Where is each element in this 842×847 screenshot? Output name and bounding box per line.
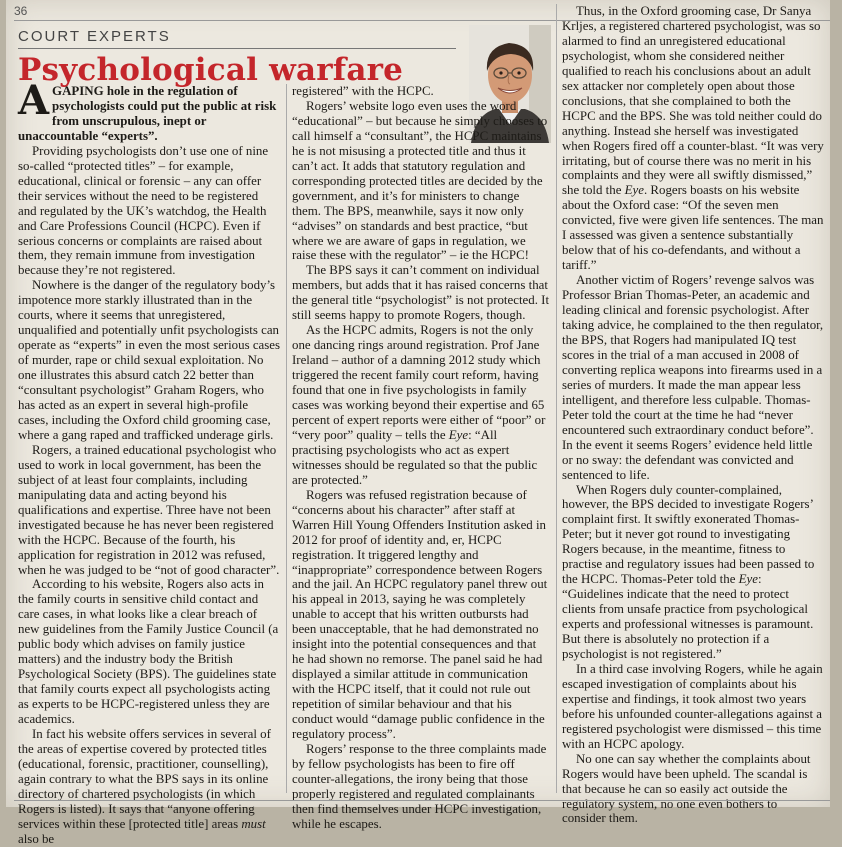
kicker-rule [18, 48, 456, 49]
paragraph-text: As the HCPC admits, Rogers is not the only one dancing rings around registration. Prof Jane Ireland – author of a damning 2012 study which triggered the recent family court reform, having found that one in five psychologists in family cases was working beyond their expertise and 65 percent of expert reports were either of “poor” or “very poor” quality – tells the [292, 323, 546, 442]
magazine-page [6, 0, 830, 846]
paragraph-text: When Rogers duly counter-complained, however, the BPS decided to investigate Rogers’ complaint first. It swiftly exonerated Thomas-Peter; but it never got round to investigating Rogers because, in the meantime, fitness to practise and regulatory issues had been passed to the HCPC. Thomas-Peter told the [562, 482, 815, 587]
wrap-beside-photo [292, 84, 550, 99]
headline: Psychological warfare [18, 52, 404, 88]
paragraph: Providing psychologists don’t use one of nine so-called “protected titles” – for example, educational, clinical or forensic – any can offer their services without the need to be registered and regulated by the UK’s watchdog, the Health and Care Professions Council (HCPC). Even if serious concerns or complaints are raised about them, they remain immune from investigation because they’re not registered. [18, 143, 269, 278]
drop-cap: A [18, 77, 50, 124]
section-kicker: COURT EXPERTS [18, 28, 171, 45]
paragraph: Another victim of Rogers’ revenge salvos was Professor Brian Thomas-Peter, an academic and leading clinical and forensic psychologist. After taking advice, he complained to the then regulator, the BPS, that Rogers had manipulated IQ test scores in the trial of a man accused in 2008 of converting replica weapons into firearms used in a series of murders. It made the man appear less intelligent, and therefore less culpable. Thomas-Peter told the court at the time he had “never encountered such extraordinary conduct before”. In the event it seems Rogers’ evidence held little or no sway: the defendant was convicted and sentenced to life. [562, 273, 824, 482]
article-column-1 [18, 77, 281, 847]
lead-text: GAPING hole in the regulation of psychologists could put the public at risk from unscrupulous, inept or unaccountable “experts”. [18, 84, 277, 143]
emphasis: Eye [738, 572, 758, 587]
paragraph: The BPS says it can’t comment on individual members, but adds that it has raised concerns that the general title “psychologist” is not protected. It still seems happy to promote Rogers, though. [292, 263, 550, 323]
paragraph [562, 483, 824, 662]
column-rule-1 [286, 84, 287, 793]
paragraph-text: : “Guidelines indicate that the need to protect clients from unsafe practice from psychological experts and professional witnesses is paramount. But there is absolutely no protection if a psychologist is not registered.” [562, 572, 814, 661]
paragraph-text: also be [18, 831, 55, 846]
paragraph-text: : “All practising psychologists who act as expert witnesses should be regulated so that the public are protected.” [292, 427, 538, 487]
paragraph [562, 4, 824, 273]
paragraph: Rogers, a trained educational psychologist who used to work in local government, has been the subject of at least four complaints, including manipulating data and acting beyond his qualifications and expertise. Three have not been investigated because he has never been registered with the HCPC. Because of the fourth, his application for registration in 2012 was refused, when he was judged to be “not of good character”. [18, 442, 280, 577]
lead-paragraph [18, 77, 280, 144]
paragraph: Rogers’ website logo even uses the word “educational” – but because he simply chooses to call himself a “consultant”, the HCPC maintains he is not misusing a protected title and thus it can’t act. It adds that statutory regulation and corresponding protected titles are decided by the government, and it’s for ministers to change them. The BPS, meanwhile, says it now only “advises” on standards and best practice, “but where we are aware of gaps in regulation, we raise these with the regulator” – ie the HCPC! [292, 98, 548, 263]
paragraph [292, 323, 550, 487]
paragraph: In a third case involving Rogers, while he again escaped investigation of complaints about his expertise and findings, it took almost two years before his unfounded counter-allegations against a registered psychologist were dismissed – this time with an HCPC apology. [562, 661, 823, 751]
emphasis: Eye [448, 427, 469, 442]
emphasis: Eye [624, 183, 644, 198]
paragraph: Rogers’ response to the three complaints made by fellow psychologists has been to fire off counter-allegations, the irony being that those properly registered and regulated complainants then find themselves under HCPC investigation, while he escapes. [292, 741, 547, 831]
paragraph: registered” with the HCPC. [292, 84, 434, 98]
paragraph-text: Thus, in the Oxford grooming case, Dr Sanya Krljes, a registered chartered psychologist, was so alarmed to find an unregistered educational psychologist, whom she considered neither qualified to reach his conclusions about an adult sex attacker nor completely open about those conclusions, that she complained to both the HCPC and the BPS. She was told neither could do anything. Instead she herself was investigated when Rogers fired off a counter-blast. “It was very irritating, but of course there was no merit in his complaints and they were all swiftly dismissed,” she told the [562, 4, 824, 198]
article-column-3 [562, 4, 824, 826]
paragraph [18, 727, 280, 847]
paragraph-text: In fact his website offers services in several of the areas of expertise covered by protected titles (educational, forensic, practitioner, counselling), again contrary to what the BPS says in its online directory of chartered psychologists (in which Rogers is listed). It says that “anyone offering services within these [protected title] areas [18, 726, 271, 831]
column-rule-2 [556, 4, 557, 793]
page-number: 36 [14, 4, 28, 18]
paragraph: Rogers was refused registration because of “concerns about his character” after staff at Warren Hill Young Offenders Institution asked in 2012 for proof of identity and, er, HCPC registration. It triggered lengthy and “inappropriate” correspondence between Rogers and the jail. An HCPC regulatory panel threw out his appeal in 2013, saying he was completely unable to accept that his written outbursts had been unacceptable, that he had demonstrated no insight into the potential consequences and that he had shown no remorse. The panel said he had displayed a similar attitude in communication with the HCPC itself, that it could not rule out repetition of similar behaviour and that his conduct would “damage public confidence in the regulatory process”. [292, 487, 548, 741]
paragraph: According to his website, Rogers also acts in the family courts in sensitive child contact and care cases, in what looks like a clear breach of new guidelines from the Family Justice Council (a public body which advises on family justice matters) and the industry body the British Psychological Society (BPS). The guidelines state that family courts expect all psychologists acting as experts to be HCPC-registered unless they are academics. [18, 577, 279, 727]
bottom-rule [14, 800, 830, 801]
paragraph: Nowhere is the danger of the regulatory body’s impotence more starkly illustrated than in the courts, where it seems that unregistered, unqualified and potentially unfit psychologists can operate as “experts” in even the most serious cases of murder, rape or child sexual exploitation. No one illustrates this absurd catch 22 better than “consultant psychologist” Graham Rogers, who has acted as an expert in several high-profile cases, including the Oxford child grooming case, where a gang raped and trafficked underage girls. [18, 278, 281, 442]
paragraph: No one can say whether the complaints about Rogers would have been upheld. The scandal is that because he can so easily act outside the regulatory system, no one even bothers to consider them. [562, 751, 811, 826]
article-column-2 [292, 84, 550, 832]
emphasis: must [241, 816, 266, 831]
paragraph-text: . Rogers boasts on his website about the Oxford case: “Of the seven men convicted, five were given life sentences. The man I assessed was given a sentence substantially below that of his co-defendants, and without a tariff.” [562, 183, 824, 273]
